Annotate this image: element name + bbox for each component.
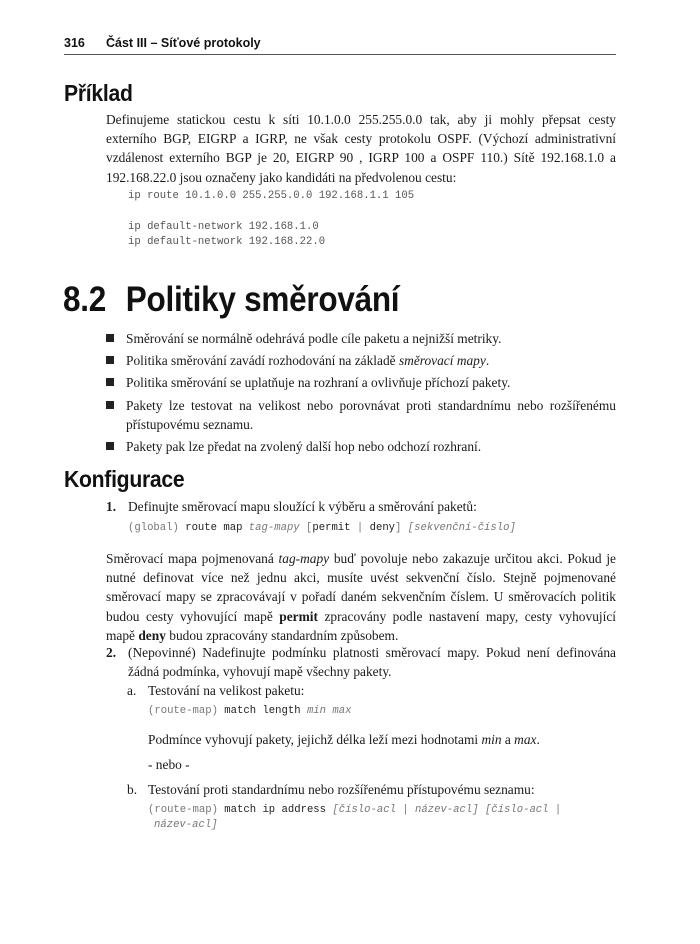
page-number: 316 (64, 36, 85, 50)
step-1 (106, 497, 616, 516)
chapter-title: Část III – Síťové protokoly (106, 36, 261, 50)
code-line: ip route 10.1.0.0 255.255.0.0 192.168.1.1 105 (128, 190, 415, 202)
command-syntax: (route-map) match ip address [číslo-acl | název-acl] [číslo-acl | (148, 804, 562, 816)
command-syntax: (route-map) match length min max (148, 705, 352, 717)
running-header (64, 34, 616, 55)
list-item: Směrování se normálně odehrává podle cíle paketu a nejnižší metriky. (106, 329, 616, 348)
step-text: Definujte směrovací mapu sloužící k výběru a směrování paketů: (128, 499, 477, 514)
section-title (63, 280, 399, 320)
or-separator: - nebo - (148, 757, 190, 772)
list-item: Politika směrování se uplatňuje na rozhraní a ovlivňuje příchozí pakety. (106, 373, 616, 392)
section-title-text: Politiky směrování (125, 280, 400, 319)
section-number: 8.2 (63, 280, 106, 319)
condition-note: Podmínce vyhovují pakety, jejichž délka leží mezi hodnotami min a max. (148, 732, 540, 747)
substep-letter: a. (127, 683, 137, 698)
step-2 (106, 643, 616, 681)
substep-text: Testování proti standardnímu nebo rozšířenému přístupovému seznamu: (148, 782, 535, 797)
command-syntax-continued: název-acl] (154, 819, 218, 831)
code-line: ip default-network 192.168.1.0 (128, 221, 319, 233)
code-line: ip default-network 192.168.22.0 (128, 236, 326, 248)
bullet-list (106, 329, 616, 459)
substep-b (127, 780, 616, 799)
substep-text: Testování na velikost paketu: (148, 683, 305, 698)
config-paragraph: Směrovací mapa pojmenovaná tag-mapy buď povoluje nebo zakazuje určitou akci. Pokud je nutné definovat více než jednu akci, musíte uvést sekvenční číslo. Stejně pojmenované směrovací mapy se zpracovávají v pořadí daném sekvenčním číslem. U směrovacích politik budou cesty vyhovující mapě permit zpracovány podle nastavení mapy, cesty vyhovující mapě deny budou zpracovány standardním způsobem. (106, 551, 617, 643)
list-item: Politika směrování zavádí rozhodování na základě směrovací mapy. (106, 351, 616, 370)
substep-letter: b. (127, 782, 138, 797)
step-text: (Nepovinné) Nadefinujte podmínku platnosti směrovací mapy. Pokud není definována žádná podmínka, vyhovují mapě všechny pakety. (128, 645, 616, 680)
list-item: Pakety pak lze předat na zvolený další hop nebo odchozí rozhraní. (106, 437, 616, 456)
substep-a (127, 681, 616, 700)
list-item: Pakety lze testovat na velikost nebo porovnávat proti standardnímu nebo rozšířenému přístupovému seznamu. (106, 396, 616, 434)
example-heading: Příklad (64, 80, 133, 106)
step-number: 1. (106, 499, 117, 514)
example-paragraph: Definujeme statickou cestu k síti 10.1.0.0 255.255.0.0 tak, aby ji mohly přepsat cesty externího BGP, EIGRP a IGRP, ne však cesty protokolu OSPF. (Výchozí administrativní vzdálenost externího BGP je 20, EIGRP 90 , IGRP 100 a OSPF 110.) Sítě 192.168.1.0 a 192.168.22.0 jsou označeny jako kandidáti na předvolenou cestu: (106, 112, 616, 185)
step-number: 2. (106, 645, 117, 660)
config-heading: Konfigurace (64, 466, 185, 492)
command-syntax: (global) route map tag-mapy [permit | deny] [sekvenční-číslo] (128, 522, 516, 534)
